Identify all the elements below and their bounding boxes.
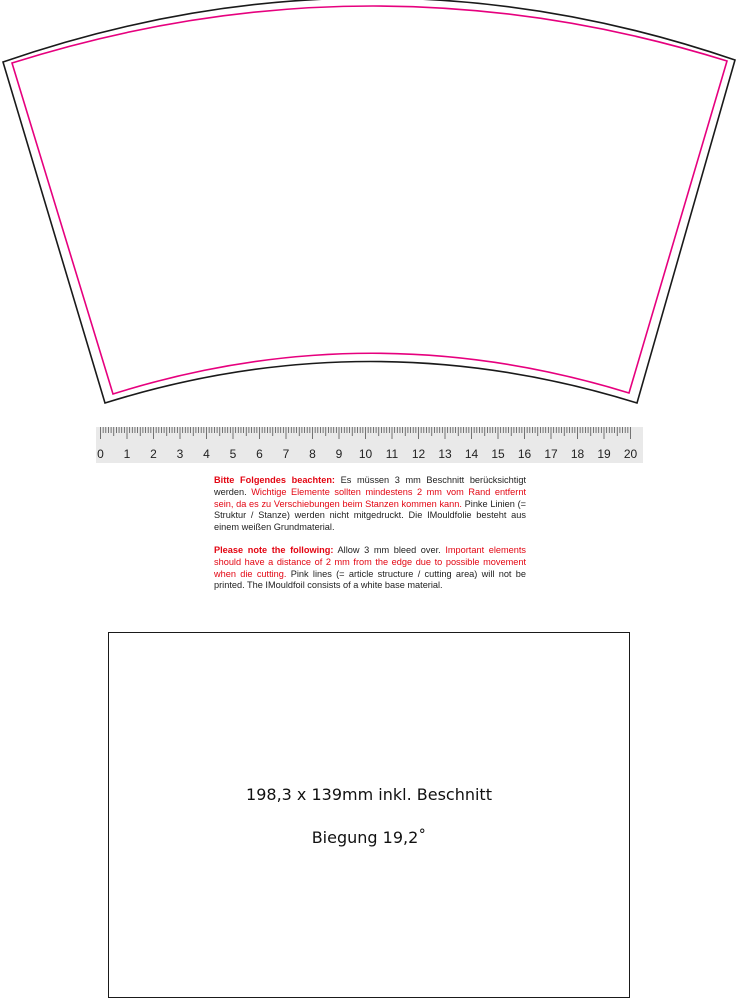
note-german-text1: Es müssen 3 mm Beschnitt berücksichtigt werden. (214, 475, 526, 497)
note-english-heading: Please note the following: (214, 544, 334, 555)
print-notes (214, 475, 526, 592)
note-english (214, 545, 526, 592)
ruler-label: 17 (544, 447, 558, 461)
ruler-label: 20 (623, 447, 638, 461)
info-box (108, 632, 630, 998)
note-english-text1: Allow 3 mm bleed over. (333, 544, 446, 555)
ruler-label: 2 (150, 447, 157, 461)
note-german-heading: Bitte Folgendes beachten: (214, 475, 335, 485)
bend-text: Biegung 19,2˚ (311, 828, 427, 847)
ruler (96, 427, 643, 463)
ruler-label: 8 (309, 447, 316, 461)
ruler-label: 11 (385, 447, 399, 461)
note-english-warning: Important elements should have a distance of 2 mm from the edge due to possible movement when die cutting. (214, 544, 526, 579)
ruler-label: 0 (97, 447, 104, 461)
ruler-label: 13 (438, 447, 452, 461)
ruler-label: 3 (176, 447, 184, 461)
ruler-label: 1 (123, 447, 131, 461)
bleed-outline (3, 0, 735, 403)
note-german-text2: Pinke Linien (= Struktur / Stanze) werden nicht mitgedruckt. Die IMouldfolie besteht aus einem weißen Grundmaterial. (214, 498, 526, 533)
note-english-text2: Pink lines (= article structure / cutting area) will not be printed. The IMouldfoil consists of a white base material. (214, 568, 527, 591)
ruler-label: 5 (229, 447, 237, 461)
ruler-label: 15 (491, 447, 505, 461)
note-german-warning: Wichtige Elemente sollten mindestens 2 mm vom Rand entfernt sein, da es zu Verschiebungen beim Stanzen kommen kann. (214, 486, 526, 509)
ruler-label: 18 (570, 447, 585, 461)
ruler-label: 10 (358, 447, 373, 461)
ruler-label: 4 (203, 447, 210, 461)
ruler-label: 12 (411, 447, 426, 461)
ruler-label: 7 (282, 447, 290, 461)
ruler-label: 6 (256, 447, 263, 461)
note-german (214, 475, 526, 534)
ruler-label: 14 (464, 447, 479, 461)
ruler-label: 16 (517, 447, 532, 461)
ruler-label: 9 (335, 447, 343, 461)
dimensions-text: 198,3 x 139mm inkl. Beschnitt (246, 785, 492, 804)
ruler-label: 19 (597, 447, 611, 461)
die-cut-line (12, 6, 727, 394)
